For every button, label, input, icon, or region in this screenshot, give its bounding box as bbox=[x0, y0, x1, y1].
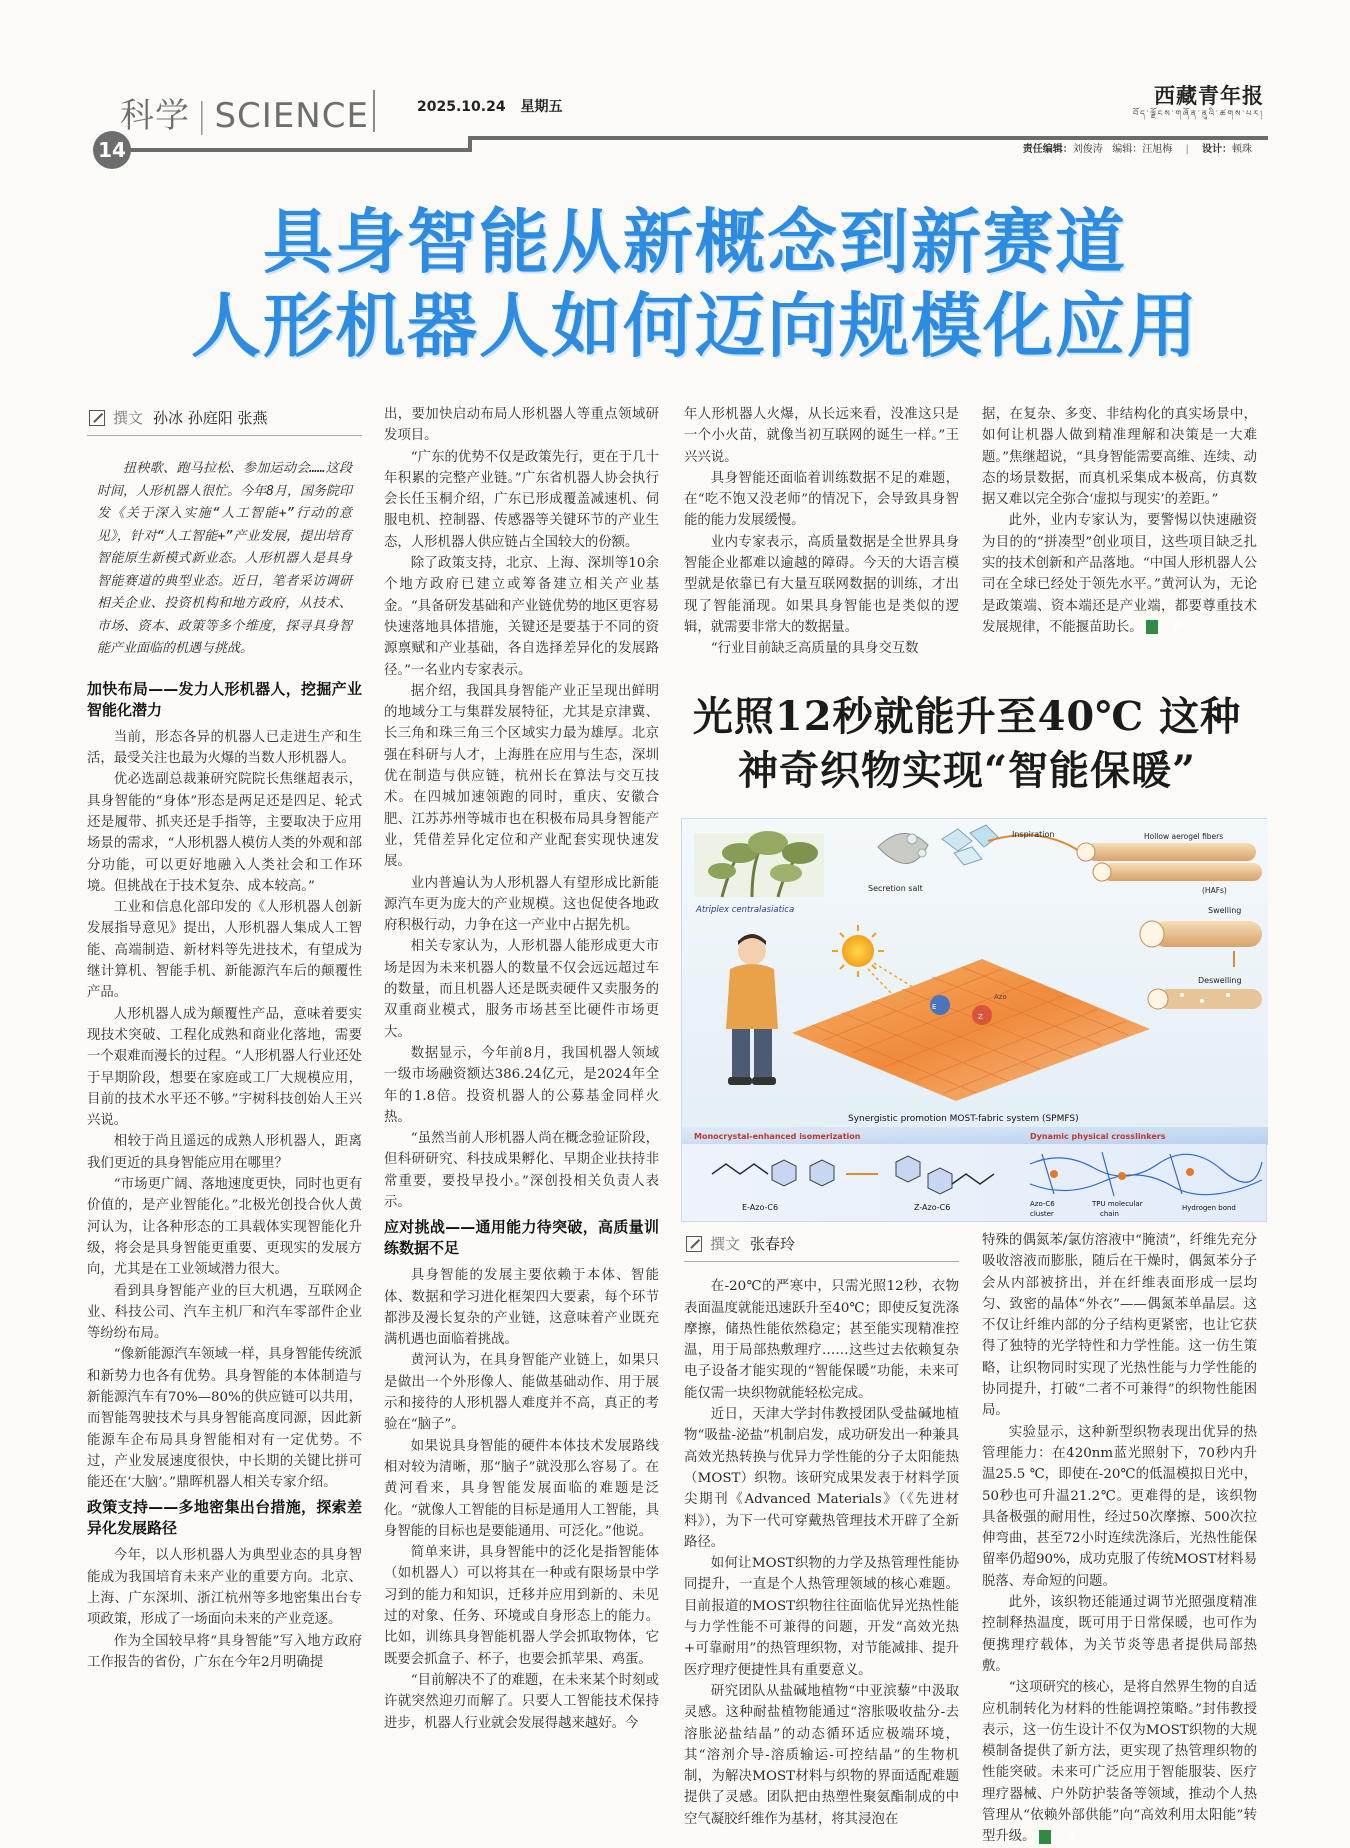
editor-value: 刘俊涛 bbox=[1072, 144, 1103, 155]
plant-illustration bbox=[694, 831, 824, 897]
label-haf-abbr: (HAFs) bbox=[1202, 886, 1227, 895]
paragraph: 具身智能的发展主要依赖于本体、智能体、数据和学习进化框架四大要素，每个环节都涉及漫长复杂的产业链，这意味着产业既充满机遇也面临着挑战。 bbox=[384, 1268, 659, 1348]
article2-column-2 bbox=[982, 1230, 1257, 1848]
lead-paragraph: 扭秧歌、跑马拉松、参加运动会……这段时间，人形机器人很忙。今年8月，国务院印发《关于深入实施“人工智能+”行动的意见》，针对“人工智能+”产业发展，提出培育智能原生新模式新业态。人形机器人是具身智能赛道的典型业态。近日，笔者采访调研相关企业、投资机构和地方政府，从技术、市场、资本、政策等多个维度，探寻具身智能产业面临的机遇与挑战。 bbox=[97, 461, 352, 657]
paragraph: “市场更广阔、落地速度更快，同时也更有价值的，是产业智能化。”北极光创投合伙人黄河认为，让各种形态的工具载体实现智能化升级，将会是具身智能更重要、更现实的发展方向，尤其是在工业领域潜力很大。 bbox=[87, 1177, 362, 1278]
article2-column-1 bbox=[684, 1230, 959, 1830]
section-divider: | bbox=[196, 96, 209, 136]
label-azo-cluster2: cluster bbox=[1030, 1210, 1054, 1218]
label-inspiration: Inspiration bbox=[1012, 830, 1055, 839]
paragraph: 研究团队从盐碱地植物“中亚滨藜”中汲取灵感。这种耐盐植物能通过“溶胀吸收盐分-去溶胀泌盐结晶”的动态循环适应极端环境，其“溶剂介导-溶质输运-可控结晶”的生物机制，为解决MOST材料与织物的界面适配难题提供了灵感。团队把由热塑性聚氨酯制成的中空气凝胶纤维作为基材，将其浸泡在 bbox=[684, 1683, 959, 1827]
paragraph: 据，在复杂、多变、非结构化的真实场景中，如何让机器人做到精准理解和决策是一大难题。”焦继超说，“具身智能需要高维、连续、动态的场景数据，而真机采集成本极高，仿真数据又难以完全弥合‘虚拟与现实’的差距。” bbox=[982, 407, 1257, 508]
pen-icon bbox=[686, 1236, 702, 1252]
figure-lower-panels bbox=[681, 1144, 1267, 1222]
paragraph: 作为全国较早将“具身智能”写入地方政府工作报告的省份，广东在今年2月明确提 bbox=[87, 1633, 362, 1670]
article2-byline bbox=[684, 1230, 959, 1262]
section-title-en: SCIENCE bbox=[214, 96, 369, 136]
label-e-azo: E-Azo-C6 bbox=[742, 1203, 779, 1212]
paragraph: 此外，该织物还能通过调节光照强度精准控制释热温度，既可用于日常保暖，也可作为便携理疗载体，为关节炎等患者提供局部热敷。 bbox=[982, 1595, 1257, 1674]
main-headline-line2: 人形机器人如何迈向规模化应用 bbox=[191, 285, 1199, 367]
designer-value: 顿珠 bbox=[1232, 144, 1252, 155]
label-deswelling: Deswelling bbox=[1198, 976, 1242, 985]
section-title-cn: 科学 bbox=[120, 96, 190, 136]
crosslink-network bbox=[1030, 1152, 1262, 1196]
label-z: Z bbox=[978, 1013, 983, 1021]
label-tpu: TPU molecular bbox=[1092, 1200, 1143, 1208]
paper-logo: 西藏青年报 bbox=[1154, 83, 1264, 108]
byline-label: 撰文 bbox=[710, 1235, 741, 1253]
article1-byline bbox=[87, 404, 362, 436]
paragraph: 简单来讲，具身智能中的泛化是指智能体（如机器人）可以将其在一种或有限场景中学习到的能力和知识，迁移并应用到新的、未见过的对象、任务、环境或自身形态上的能力。比如，训练具身智能机器人学会抓取物体，它既要会抓盒子、杯子，也要会抓苹果、鸡蛋。 bbox=[384, 1545, 659, 1667]
paragraph: 如何让MOST织物的力学及热管理性能协同提升，一直是个人热管理领域的核心难题。目前报道的MOST织物往往面临优异光热性能与力学性能不可兼得的问题，开发“高效光热+可靠耐用”的热管理织物，对节能减排、提升医疗理疗便捷性具有重要意义。 bbox=[684, 1556, 959, 1678]
paragraph bbox=[982, 510, 1257, 638]
paragraph: 在-20℃的严寒中，只需光照12秒，衣物表面温度就能迅速跃升至40℃；即使反复洗涤摩擦，储热性能依然稳定；甚至能实现精准控温，用于局部热敷理疗……这些过去依赖复杂电子设备才能实现的“智能保暖”功能，未来可能仅需一块织物就能轻松完成。 bbox=[684, 1279, 959, 1401]
paragraph: “像新能源汽车领域一样，具身智能传统派和新势力也各有优势。具身智能的本体制造与新能源汽车有70%—80%的供应链可以共用，而智能驾驶技术与具身智能高度同源，因此新能源车企布局具身智能相对有一定优势。不过，产业发展速度很快，中长期的关键比拼可能还在‘大脑’。”鼎晖机器人相关专家介绍。 bbox=[87, 1347, 362, 1491]
paragraph: 年人形机器人火爆，从长远来看，没准这只是一个小火苗，就像当初互联网的诞生一样。”王兴兴说。 bbox=[684, 407, 959, 465]
swollen-fiber bbox=[1140, 921, 1262, 947]
paragraph-text: “这项研究的核心，是将自然界生物的自适应机制转化为材料的性能调控策略。”封伟教授表示，这一仿生设计不仅为MOST织物的大规模制备提供了新方法，更实现了热管理织物的性能突破。未来可广泛应用于智能服装、医疗理疗器械、户外防护装备等领域，推动个人热管理从“依赖外部供能”向“高效利用太阳能”转型升级。 bbox=[982, 1680, 1257, 1845]
paragraph: 如果说具身智能的硬件本体技术发展路线相对较为清晰，那“脑子”就没那么容易了。在黄河看来，具身智能发展面临的难题是泛化。“就像人工智能的目标是通用人工智能，具身智能的目标也是要能通用、可泛化。”他说。 bbox=[384, 1438, 659, 1539]
label-tpu2: chain bbox=[1100, 1210, 1119, 1218]
paragraph: “虽然当前人形机器人尚在概念验证阶段，但科研研究、科技成果孵化、早期企业扶持非常重要，要投早投小。”深创投相关负责人表示。 bbox=[384, 1131, 659, 1210]
paragraph: 优必选副总裁兼研究院院长焦继超表示，具身智能的“身体”形态是两足还是四足、轮式还是履带、抓夹还是手指等，主要取决于应用场景的需求，“人形机器人模仿人类的外观和部分功能，可以更好地融入人类社会和工作环境。但挑战在于技术复杂、成本较高。” bbox=[87, 772, 362, 894]
paragraph: 黄河认为，在具身智能产业链上，如果只是做出一个外形像人、能做基础动作、用于展示和接待的人形机器人难度并不高，真正的考验在“脑子”。 bbox=[384, 1353, 659, 1433]
subhead-2: 政策支持——多地密集出台措施，探索差异化发展路径 bbox=[87, 1498, 362, 1538]
paragraph: 相关专家认为，人形机器人能形成更大市场是因为未来机器人的数量不仅会远远超过车的数量，而且机器人还是既卖硬件又卖服务的双重商业模式，服务市场甚至比硬件市场更大。 bbox=[384, 939, 659, 1040]
article1-column-2 bbox=[384, 404, 659, 1734]
label-plant: Atriplex centralasiatica bbox=[696, 905, 795, 915]
paragraph: 工业和信息化部印发的《人形机器人创新发展指导意见》提出，人形机器人集成人工智能、高端制造、新材料等先进技术，有望成为继计算机、智能手机、新能源汽车后的颠覆性产品。 bbox=[87, 900, 362, 1001]
label-dyn: Dynamic physical crosslinkers bbox=[1030, 1132, 1166, 1141]
editor2-value: 汪旭梅 bbox=[1142, 144, 1173, 155]
label-secretion: Secretion salt bbox=[868, 884, 923, 893]
label-azo-cluster: Azo-C6 bbox=[1030, 1200, 1055, 1208]
byline-authors: 孙冰 孙庭阳 张燕 bbox=[153, 409, 268, 427]
paragraph-text: 此外，业内专家认为，要警惕以快速融资为目的的“拼凑型”创业项目，这些项目缺乏扎实的技术创新和产品落地。“中国人形机器人公司在全球已经处于领先水平。”黄河认为，无论是政策端、资本端还是产业端，都要尊重技术发展规律，不能揠苗助长。 bbox=[982, 513, 1257, 635]
pen-icon bbox=[89, 410, 105, 426]
paragraph: 业内普遍认为人形机器人有望形成比新能源汽车更为庞大的产业规模。这也促使各地政府积极行动，力争在这一产业中占据先机。 bbox=[384, 875, 659, 934]
label-haf: Hollow aerogel fibers bbox=[1144, 832, 1224, 841]
credit-divider: | bbox=[1185, 144, 1189, 155]
paragraph: 今年，以人形机器人为典型业态的具身智能成为我国培育未来产业的重要方向。北京、上海、广东深圳、浙江杭州等多地密集出台专项政策，形成了一场面向未来的产业竞逐。 bbox=[87, 1548, 362, 1628]
paragraph bbox=[982, 1677, 1257, 1847]
issue-weekday: 星期五 bbox=[520, 99, 563, 115]
molecule-diagram bbox=[682, 1144, 1268, 1222]
page-number: 14 bbox=[93, 131, 131, 169]
issue-date: 2025.10.24 bbox=[417, 99, 506, 115]
byline-label: 撰文 bbox=[113, 409, 144, 427]
paragraph: 出，要加快启动布局人形机器人等重点领域研发项目。 bbox=[384, 407, 659, 444]
label-e: E bbox=[932, 1003, 937, 1011]
paragraph: 当前，形态各异的机器人已走进生产和生活，最受关注也最为火爆的当数人形机器人。 bbox=[87, 729, 362, 767]
label-swelling: Swelling bbox=[1208, 906, 1242, 915]
article1-column-1 bbox=[87, 404, 362, 1673]
paragraph: 相较于尚且遥远的成熟人形机器人，距离我们更近的具身智能应用在哪里？ bbox=[87, 1134, 362, 1171]
label-azo: Azo bbox=[994, 993, 1007, 1001]
paragraph: 据介绍，我国具身智能产业正呈现出鲜明的地域分工与集群发展特征，尤其是京津冀、长三角和珠三角三个区域实力最为雄厚。北京强在科研与人才，上海胜在应用与生态，深圳优在制造与供应链，杭州长在算法与交互技术。在四城加速领跑的同时，重庆、安徽合肥、江苏苏州等城市也在积极布局具身智能产业，凭借差异化定位和产业配套实现快速发展。 bbox=[384, 683, 659, 870]
paragraph: 看到具身智能产业的巨大机遇，互联网企业、科技公司、汽车主机厂和汽车零部件企业等纷纷布局。 bbox=[87, 1283, 362, 1342]
label-z-azo: Z-Azo-C6 bbox=[914, 1203, 951, 1212]
main-headline-line1: 具身智能从新概念到新赛道 bbox=[263, 201, 1127, 283]
paragraph: “行业目前缺乏高质量的具身交互数 bbox=[710, 641, 919, 657]
label-hbond: Hydrogen bond bbox=[1182, 1204, 1236, 1212]
article2-figure bbox=[681, 818, 1267, 1144]
main-headline bbox=[140, 200, 1250, 368]
fabric-diagram bbox=[682, 819, 1268, 1145]
dateline bbox=[417, 96, 572, 116]
article1-lead bbox=[97, 458, 352, 661]
label-mono: Monocrystal-enhanced isomerization bbox=[694, 1132, 861, 1141]
e-azo-molecule bbox=[712, 1160, 834, 1186]
article2-headline bbox=[672, 690, 1262, 798]
editor2-label: 编辑： bbox=[1112, 144, 1143, 155]
azo-clusters bbox=[1050, 1168, 1194, 1180]
paragraph: 实验显示，这种新型织物表现出优异的热管理能力：在420nm蓝光照射下，70秒内升温25.5 ℃，即使在-20℃的低温模拟日光中，50秒也可升温21.2℃。更难得的是，该织物具备极强的耐用性，经过50次摩擦、500次拉伸弯曲，甚至72小时连续洗涤后，光热性能保留率仍超90%，成功克服了传统MOST材料易脱落、寿命短的问题。 bbox=[982, 1424, 1257, 1589]
article2-headline-line1: 光照12秒就能升至40℃ 这种 bbox=[692, 693, 1242, 740]
paragraph: 特殊的偶氮苯/氯仿溶液中“腌渍”，纤维先充分吸收溶液而膨胀，随后在干燥时，偶氮苯分子会从内部被挤出，并在纤维表面形成一层均匀、致密的晶体“外衣”——偶氮苯单晶层。这不仅让纤维内部的分子结构更紧密，也让它获得了独特的光学特性和力学性能。这一仿生策略，让织物同时实现了光热性能与力学性能的协同提升，打破“二者不可兼得”的织物性能困局。 bbox=[982, 1233, 1257, 1419]
paragraph: 业内专家表示，高质量数据是全世界具身智能企业都难以逾越的障碍。今天的大语言模型就是依靠已有大量互联网数据的训练，才出现了智能涌现。如果具身智能也是类似的逻辑，就需要非常大的数据量。 bbox=[684, 534, 959, 635]
paragraph: 人形机器人成为颠覆性产品，意味着要实现技术突破、工程化成熟和商业化落地，需要一个艰难而漫长的过程。“人形机器人行业还处于早期阶段，想要在家庭或工厂大规模应用，目前的技术水平还不够。”宇树科技创始人王兴兴说。 bbox=[87, 1006, 362, 1129]
paragraph: “目前解决不了的难题，在未来某个时刻或许就突然迎刃而解了。只要人工智能技术保持进步，机器人行业就会发展得越来越好。今 bbox=[384, 1672, 659, 1731]
end-mark-icon: 青 bbox=[1039, 1830, 1051, 1844]
paragraph: “广东的优势不仅是政策先行，更在于几十年积累的完整产业链。”广东省机器人协会执行会长任玉桐介绍，广东已形成覆盖减速机、伺服电机、控制器、传感器等关键环节的产业生态，人形机器人供应链占全国较大的份额。 bbox=[384, 449, 659, 550]
designer-label: 设计： bbox=[1202, 144, 1232, 155]
subhead-1: 加快布局——发力人形机器人，挖掘产业智能化潜力 bbox=[87, 679, 362, 719]
paragraph: 近日，天津大学封伟教授团队受盐碱地植物“吸盐-泌盐”机制启发，成功研发出一种兼具高效光热转换与优异力学性能的分子太阳能热（MOST）织物。该研究成果发表于材料学顶尖期刊《Advanced Materials》（《先进材料》），为下一代可穿戴热管理技术开辟了全新路径。 bbox=[684, 1407, 959, 1550]
paper-logo-tibetan: བོད་ལྗོངས་གཞོན་ནུའི་ཚགས་པར། bbox=[1133, 109, 1264, 118]
editor-label: 责任编辑： bbox=[1022, 144, 1073, 155]
label-spmfs: Synergistic promotion MOST-fabric system (SPMFS) bbox=[848, 1114, 1079, 1124]
paragraph: 具身智能还面临着训练数据不足的难题，在“吃不饱又没老师”的情况下，会导致具身智能的能力发展缓慢。 bbox=[684, 470, 959, 529]
deswelled-fiber bbox=[1148, 989, 1262, 1009]
editor-credits bbox=[1023, 140, 1252, 155]
article1-column-4 bbox=[982, 404, 1257, 638]
subhead-3: 应对挑战——通用能力待突破，高质量训练数据不足 bbox=[384, 1218, 659, 1258]
paragraph: 数据显示，今年前8月，我国机器人领域一级市场融资额达386.24亿元，是2024年全年的1.8倍。投资机器人的公募基金同样火热。 bbox=[384, 1045, 659, 1125]
z-azo-molecule bbox=[896, 1156, 994, 1194]
article2-headline-line2: 神奇织物实现“智能保暖” bbox=[737, 747, 1196, 794]
article1-column-3 bbox=[684, 404, 959, 660]
byline-author: 张春玲 bbox=[750, 1235, 796, 1253]
end-mark-icon: 青 bbox=[1146, 620, 1158, 634]
paragraph: 除了政策支持，北京、上海、深圳等10余个地方政府已建立或筹备建立相关产业基金。“具备研发基础和产业链优势的地区更容易快速落地具体措施，关键还是要基于不同的资源禀赋和产业基础，各自选择差异化的发展路径。”一名业内专家表示。 bbox=[384, 556, 659, 678]
